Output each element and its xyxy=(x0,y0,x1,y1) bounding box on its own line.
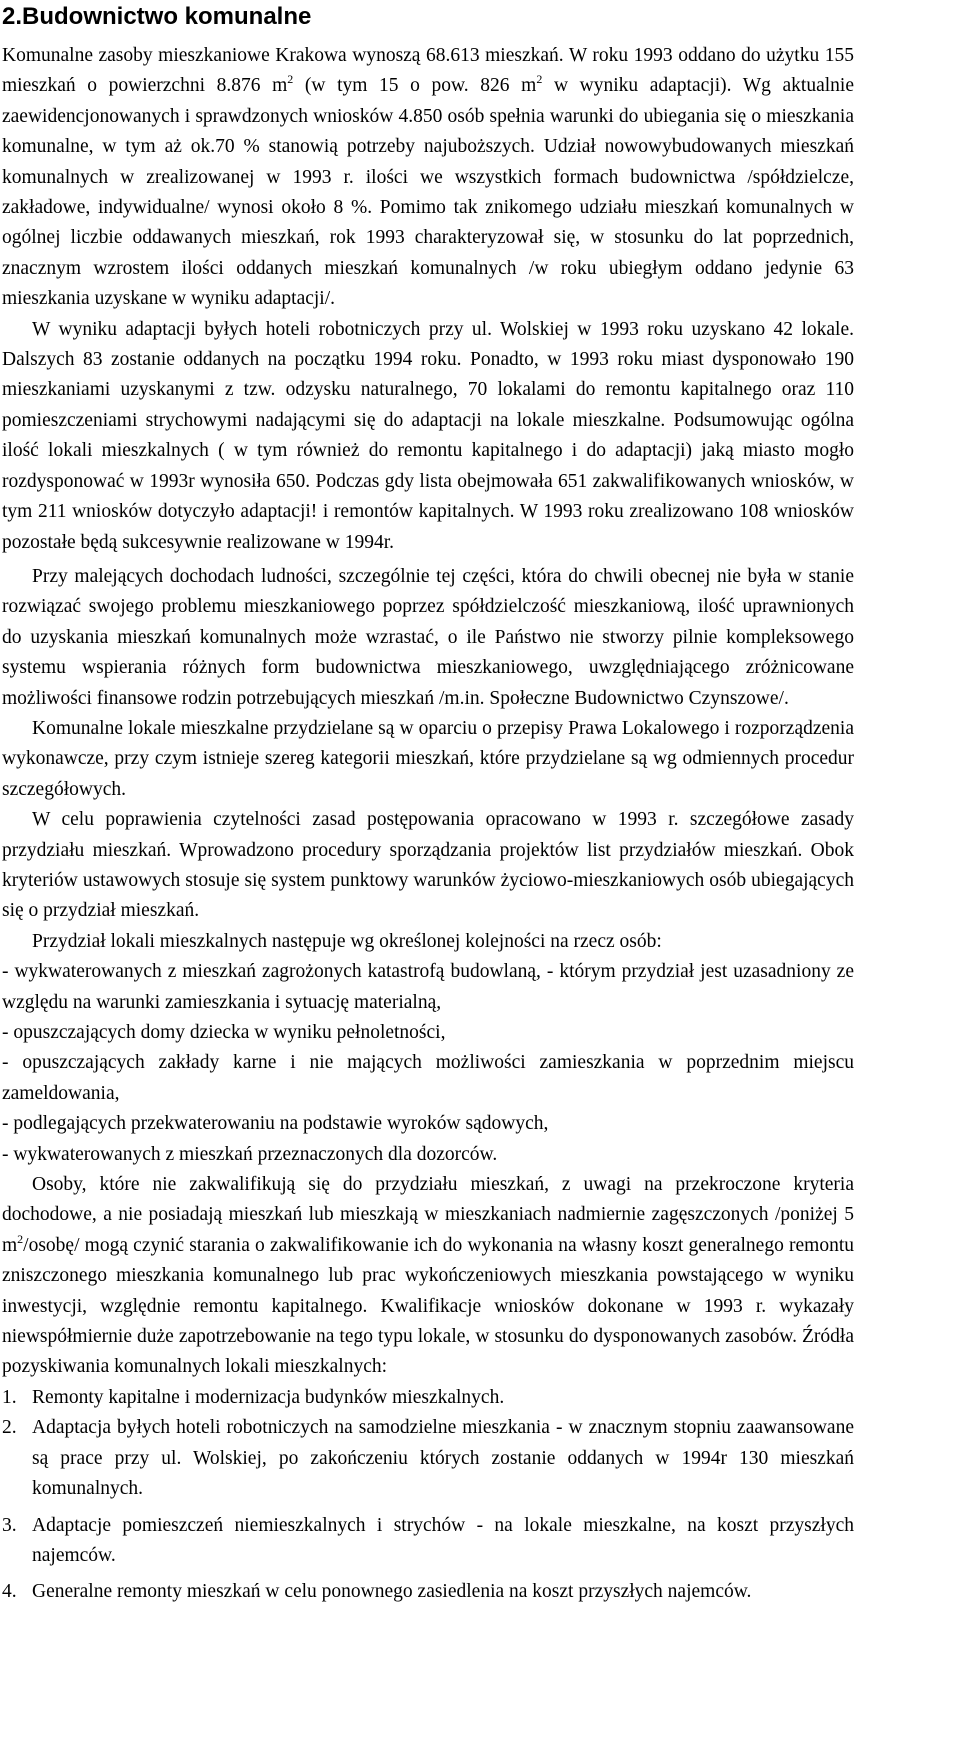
list-item xyxy=(2,1577,854,1607)
paragraph-text: w wyniku adaptacji). Wg aktualnie zaewidencjonowanych i sprawdzonych wniosków 4.850 osób spełnia warunki do ubiegania się o mieszkania komunalne, w tym aż ok.70 % stanowią potrzeby najuboższych. Udział nowowybudowanych mieszkań komunalnych w zrealizowanej w 1993 r. ilości we wszystkich formach budownictwa /spółdzielcze, zakładowe, indywidualne/ wynosi około 8 %. Pomimo tak znikomego udziału mieszkań komunalnych w ogólnej liczbie oddawanych mieszkań, rok 1993 charakteryzował się, w stosunku do lat poprzednich, znacznym wzrostem ilości oddanych mieszkań komunalnych /w roku ubiegłym oddano jedynie 63 mieszkania uzyskane w wyniku adaptacji/. xyxy=(2,75,854,310)
paragraph-text: Komunalne zasoby mieszkaniowe Krakowa wynoszą 68.613 mieszkań. W roku 1993 oddano do użytku 155 mieszkań o powierzchni 8.876 m xyxy=(2,45,854,97)
list-item: - wykwaterowanych z mieszkań przeznaczonych dla dozorców. xyxy=(2,1143,498,1165)
superscript: 2 xyxy=(287,72,294,87)
paragraph-housing-stock xyxy=(2,41,854,315)
superscript: 2 xyxy=(17,1231,24,1246)
paragraph-self-renovation xyxy=(2,1170,854,1383)
superscript: 2 xyxy=(536,72,543,87)
paragraph-allocation-order-intro: Przydział lokali mieszkalnych następuje wg określonej kolejności na rzecz osób: xyxy=(32,930,662,952)
list-item: - opuszczających zakłady karne i nie mających możliwości zamieszkania w poprzednim miejscu zameldowania, xyxy=(2,1052,854,1104)
list-item: - podlegających przekwaterowaniu na podstawie wyroków sądowych, xyxy=(2,1113,549,1135)
list-item xyxy=(2,1383,854,1413)
list-item: - wykwaterowanych z mieszkań zagrożonych katastrofą budowlaną, - którym przydział jest uzasadniony ze względu na warunki zamieszkania i sytuację materialną, xyxy=(2,961,854,1013)
paragraph-text: Osoby, które nie zakwalifikują się do przydziału mieszkań, z uwagi na przekroczone kryteria dochodowe, a nie posiadają mieszkań lub mieszkają w mieszkaniach nadmiernie zagęszczonych /poniżej 5 m xyxy=(2,1174,854,1256)
paragraph-allocation-procedures: W celu poprawienia czytelności zasad postępowania opracowano w 1993 r. szczegółowe zasady przydziału mieszkań. Wprowadzono procedury sporządzania projektów list przydziałów mieszkań. Obok kryteriów ustawowych stosuje się system punktowy warunków życiowo-mieszkaniowych osób ubiegających się o przydział mieszkań. xyxy=(2,809,854,922)
list-item-text: Remonty kapitalne i modernizacja budynków mieszkalnych. xyxy=(32,1386,505,1408)
list-item xyxy=(2,1413,854,1504)
paragraph-allocation-rules: Komunalne lokale mieszkalne przydzielane są w oparciu o przepisy Prawa Lokalowego i rozporządzenia wykonawcze, przy czym istnieje szereg kategorii mieszkań, które przydzielane są wg odmiennych procedur szczegółowych. xyxy=(2,717,854,800)
allocation-order-list xyxy=(2,957,854,1170)
list-item: - opuszczających domy dziecka w wyniku pełnoletności, xyxy=(2,1022,446,1043)
paragraph-text: /osobę/ mogą czynić starania o zakwalifikowanie ich do wykonania na własny koszt generalnego remontu zniszczonego mieszkania komunalnego lub prac wykończeniowych mieszkania powstającego w wyniku inwestycji, względnie remontu kapitalnego. Kwalifikacje wniosków dokonane w 1993 r. wykazały niewspółmiernie duże zapotrzebowanie na tego typu lokale, w stosunku do dysponowanych zasobów. Źródła pozyskiwania komunalnych lokali mieszkalnych: xyxy=(2,1234,854,1378)
list-item-text: Generalne remonty mieszkań w celu ponownego zasiedlenia na koszt przyszłych najemców. xyxy=(32,1581,752,1603)
paragraph-declining-income: Przy malejących dochodach ludności, szczególnie tej części, która do chwili obecnej nie była w stanie rozwiązać swojego problemu mieszkaniowego poprzez spółdzielczość mieszkaniową, ilość uprawnionych do uzyskania mieszkań komunalnych może wzrastać, o ile Państwo nie stworzy pilnie kompleksowego systemu wspierania różnych form budownictwa mieszkaniowego, uwzględniającego zróżnicowane możliwości finansowe rodzin potrzebujących mieszkań /m.in. Społeczne Budownictwo Czynszowe/. xyxy=(2,565,854,709)
list-number: 3. xyxy=(2,1514,17,1536)
sources-list xyxy=(2,1383,854,1608)
paragraph-adaptations: W wyniku adaptacji byłych hoteli robotniczych przy ul. Wolskiej w 1993 roku uzyskano 42 lokale. Dalszych 83 zostanie oddanych na początku 1994 roku. Ponadto, w 1993 roku miast dysponowało 190 mieszkaniami uzyskanymi z tzw. odzysku naturalnego, 70 lokalami do remontu kapitalnego oraz 110 pomieszczeniami strychowymi nadającymi się do adaptacji na lokale mieszkalne. Podsumowując ogólna ilość lokali mieszkalnych ( w tym również do remontu kapitalnego i do adaptacji) jaką miasto mogło rozdysponować w 1993r wynosiła 650. Podczas gdy lista obejmowała 651 zakwalifikowanych wniosków, w tym 211 wniosków dotyczyło adaptacji! i remontów kapitalnych. W 1993 roku zrealizowano 108 wniosków pozostałe będą sukcesywnie realizowane w 1994r. xyxy=(2,318,854,553)
list-number: 1. xyxy=(2,1386,17,1408)
list-item-text: Adaptacja byłych hoteli robotniczych na samodzielne mieszkania - w znacznym stopniu zaawansowane są prace przy ul. Wolskiej, po zakończeniu których zostanie oddanych w 1994r 130 mieszkań komunalnych. xyxy=(32,1417,854,1500)
list-item xyxy=(2,1511,854,1572)
list-item-text: Adaptacje pomieszczeń niemieszkalnych i strychów - na lokale mieszkalne, na koszt przyszłych najemców. xyxy=(32,1514,854,1566)
paragraph-text: (w tym 15 o pow. 826 m xyxy=(293,75,537,97)
list-number: 4. xyxy=(2,1581,17,1603)
section-heading: 2.Budownictwo komunalne xyxy=(2,3,312,30)
list-number: 2. xyxy=(2,1417,17,1439)
